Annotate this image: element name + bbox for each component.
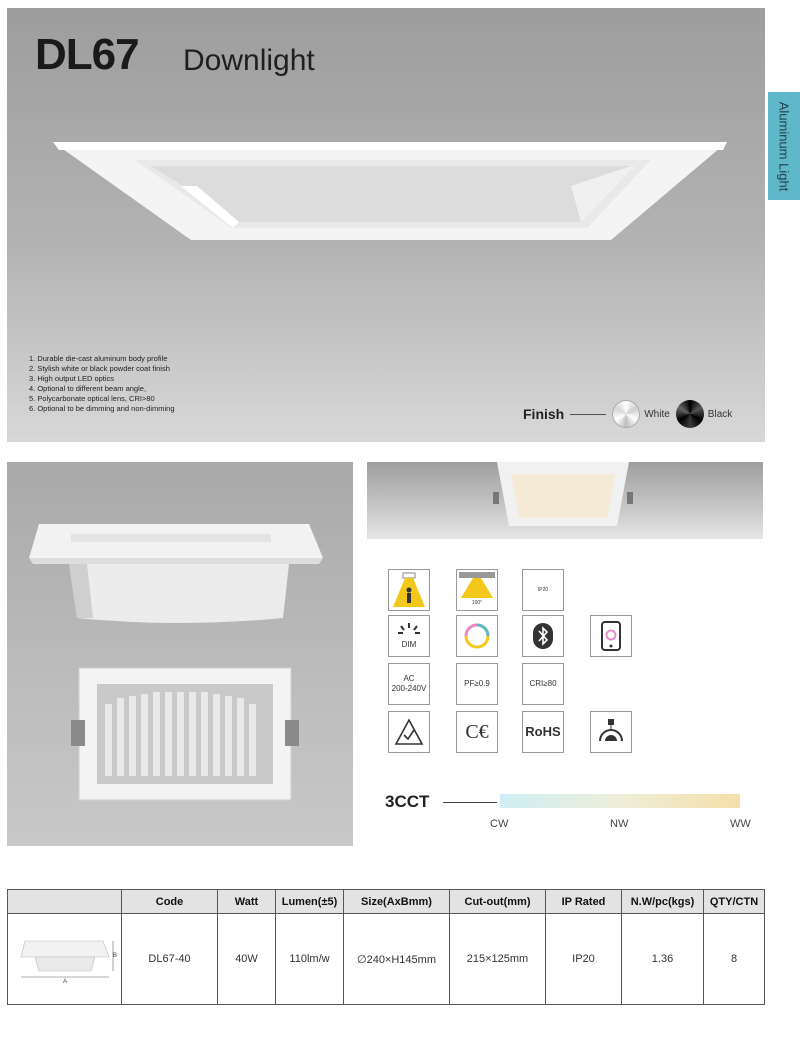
product-name: Downlight bbox=[183, 44, 315, 77]
cct-gradient-bar bbox=[500, 794, 740, 808]
rohs-mark: RoHS bbox=[525, 724, 561, 739]
power-factor-value: PF≥0.9 bbox=[464, 679, 490, 688]
bluetooth-icon bbox=[522, 615, 564, 657]
header-ip: IP Rated bbox=[546, 890, 622, 914]
cct-label: 3CCT bbox=[385, 792, 430, 811]
ik-rating-icon bbox=[590, 711, 632, 753]
downlight-hero-image bbox=[51, 132, 731, 244]
dimension-a-label: A bbox=[62, 978, 67, 983]
install-icon bbox=[388, 569, 430, 611]
header-code: Code bbox=[122, 890, 218, 914]
cct-divider bbox=[443, 802, 497, 803]
feature-item: 2. Stylish white or black powder coat finish bbox=[29, 364, 170, 373]
header-watt: Watt bbox=[218, 890, 276, 914]
ip-rating-value: IP20 bbox=[537, 587, 549, 593]
ac-label: AC bbox=[403, 674, 415, 683]
feature-item: 6. Optional to be dimming and non-dimming bbox=[29, 404, 175, 413]
white-finish-label: White bbox=[644, 408, 670, 420]
cell-weight: 1.36 bbox=[622, 914, 704, 1005]
cri-value: CRI≥80 bbox=[529, 679, 557, 688]
cri-icon bbox=[522, 663, 564, 705]
white-finish-swatch bbox=[612, 400, 640, 428]
header-qty: QTY/CTN bbox=[704, 890, 765, 914]
voltage-label: 200-240V bbox=[391, 684, 427, 693]
product-code: DL67 bbox=[35, 30, 139, 79]
dimension-drawing-cell bbox=[8, 914, 122, 1005]
cct-tick-ww: WW bbox=[730, 818, 751, 830]
table-header-row bbox=[8, 890, 765, 914]
header-weight: N.W/pc(kgs) bbox=[622, 890, 704, 914]
black-finish-swatch bbox=[676, 400, 704, 428]
category-tab-label: Aluminum Light bbox=[776, 101, 792, 191]
header-cutout: Cut-out(mm) bbox=[450, 890, 546, 914]
cell-cutout: 215×125mm bbox=[450, 914, 546, 1005]
hero-panel bbox=[7, 8, 765, 442]
product-photos-panel bbox=[7, 462, 353, 846]
table-row bbox=[8, 914, 765, 1005]
dimension-drawing bbox=[13, 933, 117, 983]
finish-label: Finish bbox=[523, 406, 565, 422]
power-factor-icon bbox=[456, 663, 498, 705]
dim-label: DIM bbox=[401, 640, 417, 649]
dimension-b-label: B bbox=[112, 952, 117, 959]
rcm-certification-icon bbox=[388, 711, 430, 753]
app-control-icon bbox=[590, 615, 632, 657]
cell-size: ∅240×H145mm bbox=[344, 914, 450, 1005]
cell-code: DL67-40 bbox=[122, 914, 218, 1005]
header-image bbox=[8, 890, 122, 914]
cell-ip: IP20 bbox=[546, 914, 622, 1005]
beam-angle-icon bbox=[456, 569, 498, 611]
input-voltage-icon bbox=[388, 663, 430, 705]
finish-options bbox=[523, 400, 738, 428]
front-view-image bbox=[493, 462, 633, 538]
side-view-image bbox=[27, 520, 327, 630]
color-wheel-icon bbox=[456, 615, 498, 657]
cell-lumen: 110lm/w bbox=[276, 914, 344, 1005]
header-lumen: Lumen(±5) bbox=[276, 890, 344, 914]
spec-table bbox=[7, 889, 765, 1005]
rohs-certification-icon bbox=[522, 711, 564, 753]
header-size: Size(AxBmm) bbox=[344, 890, 450, 914]
front-view-panel bbox=[367, 462, 763, 539]
dim-icon bbox=[388, 615, 430, 657]
finish-divider bbox=[570, 414, 606, 415]
feature-item: 4. Optional to different beam angle, bbox=[29, 384, 147, 393]
cell-qty: 8 bbox=[704, 914, 765, 1005]
ce-certification-icon bbox=[456, 711, 498, 753]
cct-tick-cw: CW bbox=[490, 818, 509, 830]
category-tab bbox=[768, 92, 800, 200]
ce-mark: C€ bbox=[465, 721, 489, 743]
back-view-image bbox=[71, 666, 299, 802]
feature-item: 5. Polycarbonate optical lens, CRI>80 bbox=[29, 394, 155, 403]
ip-rating-icon bbox=[522, 569, 564, 611]
feature-item: 1. Durable die-cast aluminum body profile bbox=[29, 354, 168, 363]
beam-angle-value: 100° bbox=[471, 600, 483, 606]
feature-item: 3. High output LED optics bbox=[29, 374, 115, 383]
cct-tick-nw: NW bbox=[610, 818, 629, 830]
black-finish-label: Black bbox=[707, 408, 733, 420]
cell-watt: 40W bbox=[218, 914, 276, 1005]
feature-list bbox=[29, 354, 175, 414]
